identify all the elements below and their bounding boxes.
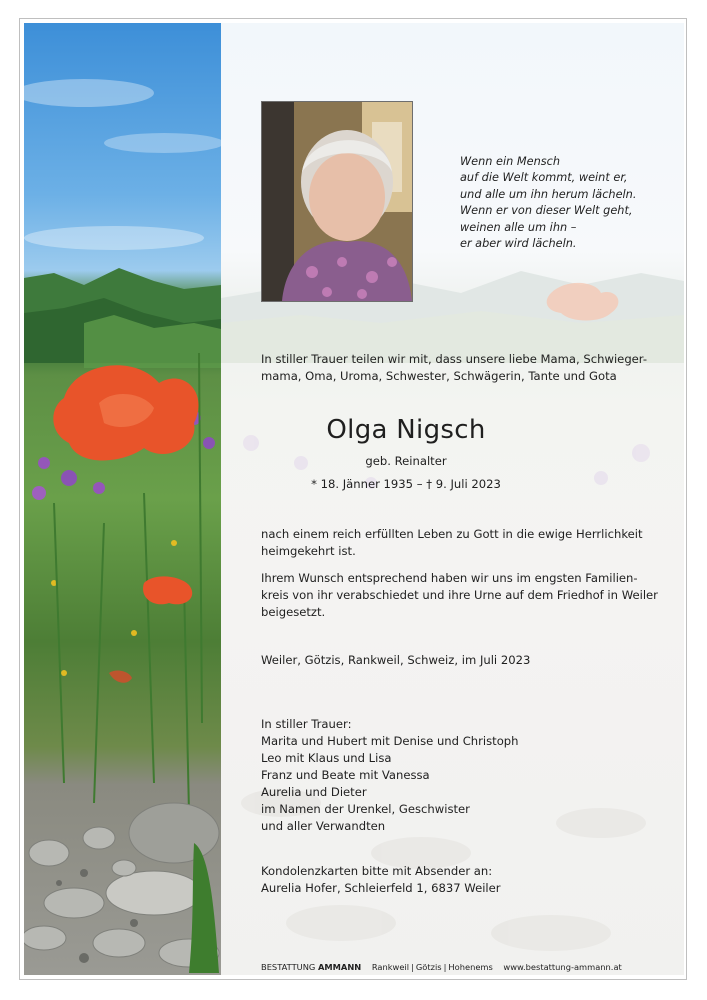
meadow-photo-illustration bbox=[24, 23, 221, 975]
portrait-photo bbox=[261, 101, 413, 302]
meadow-photo-strip bbox=[24, 23, 221, 975]
separator: | bbox=[443, 962, 447, 972]
intro-line: mama, Oma, Uroma, Schwester, Schwägerin, Tante und Gota bbox=[261, 369, 617, 383]
mourner-line: Marita und Hubert mit Denise und Christoph bbox=[261, 734, 519, 748]
paragraph-line: nach einem reich erfüllten Leben zu Gott in die ewige Herrlichkeit bbox=[261, 527, 643, 541]
mourner-line: und aller Verwandten bbox=[261, 819, 386, 833]
website-link[interactable]: www.bestattung-ammann.at bbox=[503, 962, 622, 972]
deceased-name: Olga Nigsch bbox=[326, 415, 486, 445]
paragraph-line: heimgekehrt ist. bbox=[261, 544, 356, 558]
brand-name: AMMANN bbox=[318, 962, 362, 972]
mourner-line: Aurelia und Dieter bbox=[261, 785, 367, 799]
location: Rankweil bbox=[371, 962, 410, 972]
condolence-info bbox=[261, 863, 661, 897]
life-dates: * 18. Jänner 1935 – † 9. Juli 2023 bbox=[311, 477, 501, 491]
poem-line: auf die Welt kommt, weint er, bbox=[460, 171, 628, 185]
footer bbox=[261, 962, 622, 972]
mourner-line: Franz und Beate mit Vanessa bbox=[261, 768, 430, 782]
obituary-card bbox=[19, 18, 687, 980]
paragraph-homecoming bbox=[261, 526, 661, 560]
poem-line: und alle um ihn herum lächeln. bbox=[460, 187, 637, 201]
mourners-heading: In stiller Trauer: bbox=[261, 717, 352, 731]
poem bbox=[460, 154, 680, 252]
poem-line: er aber wird lächeln. bbox=[460, 237, 577, 251]
paragraph-line: Ihrem Wunsch entsprechend haben wir uns im engsten Familien- bbox=[261, 571, 638, 585]
portrait-illustration bbox=[262, 102, 412, 301]
mourner-line: Leo mit Klaus und Lisa bbox=[261, 751, 392, 765]
condolence-heading: Kondolenzkarten bitte mit Absender an: bbox=[261, 864, 493, 878]
poem-line: weinen alle um ihn – bbox=[460, 220, 577, 234]
poem-line: Wenn ein Mensch bbox=[460, 155, 560, 168]
condolence-address: Aurelia Hofer, Schleierfeld 1, 6837 Weiler bbox=[261, 881, 501, 895]
maiden-name: geb. Reinalter bbox=[365, 454, 447, 468]
location: Götzis bbox=[415, 962, 442, 972]
place-date: Weiler, Götzis, Rankweil, Schweiz, im Juli 2023 bbox=[261, 653, 531, 667]
intro-line: In stiller Trauer teilen wir mit, dass unsere liebe Mama, Schwieger- bbox=[261, 352, 648, 366]
brand-prefix: BESTATTUNG bbox=[261, 962, 316, 972]
paragraph-burial bbox=[261, 570, 661, 621]
mourners-list bbox=[261, 716, 661, 835]
poem-line: Wenn er von dieser Welt geht, bbox=[460, 204, 633, 218]
mourner-line: im Namen der Urenkel, Geschwister bbox=[261, 802, 470, 816]
intro-text bbox=[261, 351, 661, 385]
separator: | bbox=[411, 962, 414, 972]
paragraph-line: kreis von ihr verabschiedet und ihre Urne auf dem Friedhof in Weiler bbox=[261, 588, 658, 602]
location: Hohenems bbox=[448, 962, 493, 972]
paragraph-line: beigesetzt. bbox=[261, 605, 326, 619]
